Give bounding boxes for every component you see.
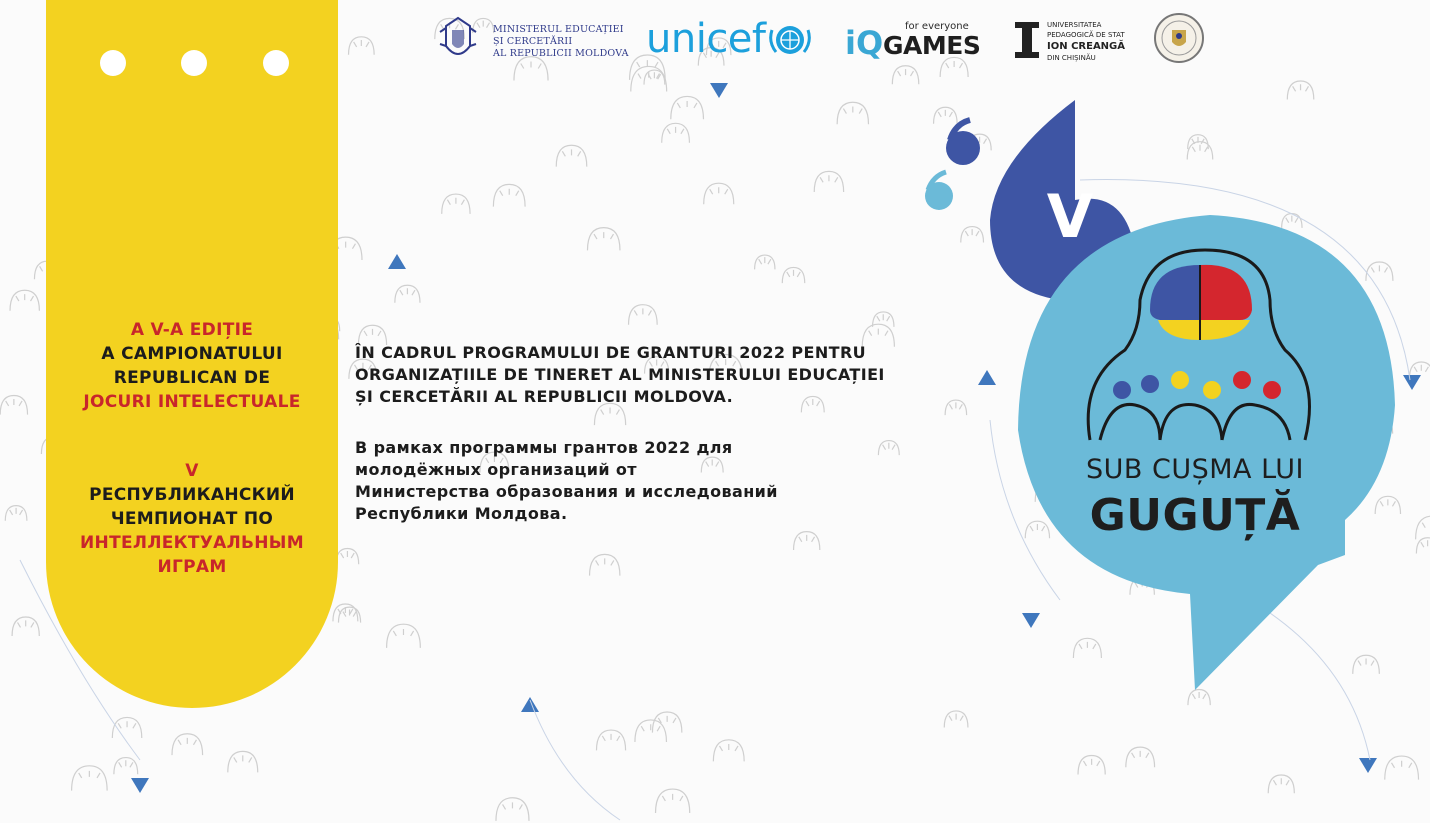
ministry-line1: MINISTERUL EDUCAȚIEI bbox=[493, 24, 624, 35]
badge-line1: SUB CUȘMA LUI bbox=[1085, 454, 1305, 485]
unicef-wordmark: unicef bbox=[646, 16, 766, 62]
university-line4: DIN CHIȘINĂU bbox=[1047, 54, 1096, 62]
title-ru-line5: ИГРАМ bbox=[157, 557, 227, 577]
iq-tagline: for everyone bbox=[905, 21, 969, 32]
title-ru-line4: ИНТЕЛЛЕКТУАЛЬНЫМ bbox=[80, 533, 304, 553]
iq-games-word: GAMES bbox=[883, 31, 981, 60]
title-ru-line2: РЕСПУБЛИКАНСКИЙ bbox=[89, 485, 295, 505]
edition-numeral: V bbox=[1046, 182, 1094, 252]
title-ru-line1: V bbox=[185, 461, 199, 481]
title-ro-line1: A V-A EDIȚIE bbox=[130, 320, 254, 340]
title-ro-line2: A CAMPIONATULUI bbox=[101, 344, 283, 364]
university-line1: UNIVERSITATEA bbox=[1047, 21, 1102, 29]
title-ru-line3: ЧЕМПИОНАТ ПО bbox=[110, 509, 274, 529]
paragraph-line: Министерства образования и исследований bbox=[355, 482, 778, 501]
paragraph-line: ORGANIZAȚIILE DE TINERET AL MINISTERULUI EDUCAȚIEI bbox=[355, 365, 885, 384]
title-ro-line4: JOCURI INTELECTUALE bbox=[83, 392, 301, 412]
ministry-line3: AL REPUBLICII MOLDOVA bbox=[493, 48, 629, 59]
paragraph-line: Республики Молдова. bbox=[355, 504, 568, 523]
paragraph-line: В рамках программы грантов 2022 для bbox=[355, 438, 733, 457]
iq-prefix: iQ bbox=[845, 24, 884, 62]
title-ro-line3: REPUBLICAN DE bbox=[113, 368, 271, 388]
badge-line2: GUGUȚĂ bbox=[1089, 490, 1301, 541]
paragraph-line: ÎN CADRUL PROGRAMULUI DE GRANTURI 2022 PENTRU bbox=[355, 343, 867, 362]
ministry-line2: ȘI CERCETĂRII bbox=[493, 36, 573, 47]
university-line3: ION CREANGĂ bbox=[1047, 41, 1125, 52]
paragraph-line: ȘI CERCETĂRII AL REPUBLICII MOLDOVA. bbox=[355, 387, 734, 406]
university-line2: PEDAGOGICĂ DE STAT bbox=[1047, 31, 1125, 39]
paragraph-line: молодёжных организаций от bbox=[355, 460, 637, 479]
